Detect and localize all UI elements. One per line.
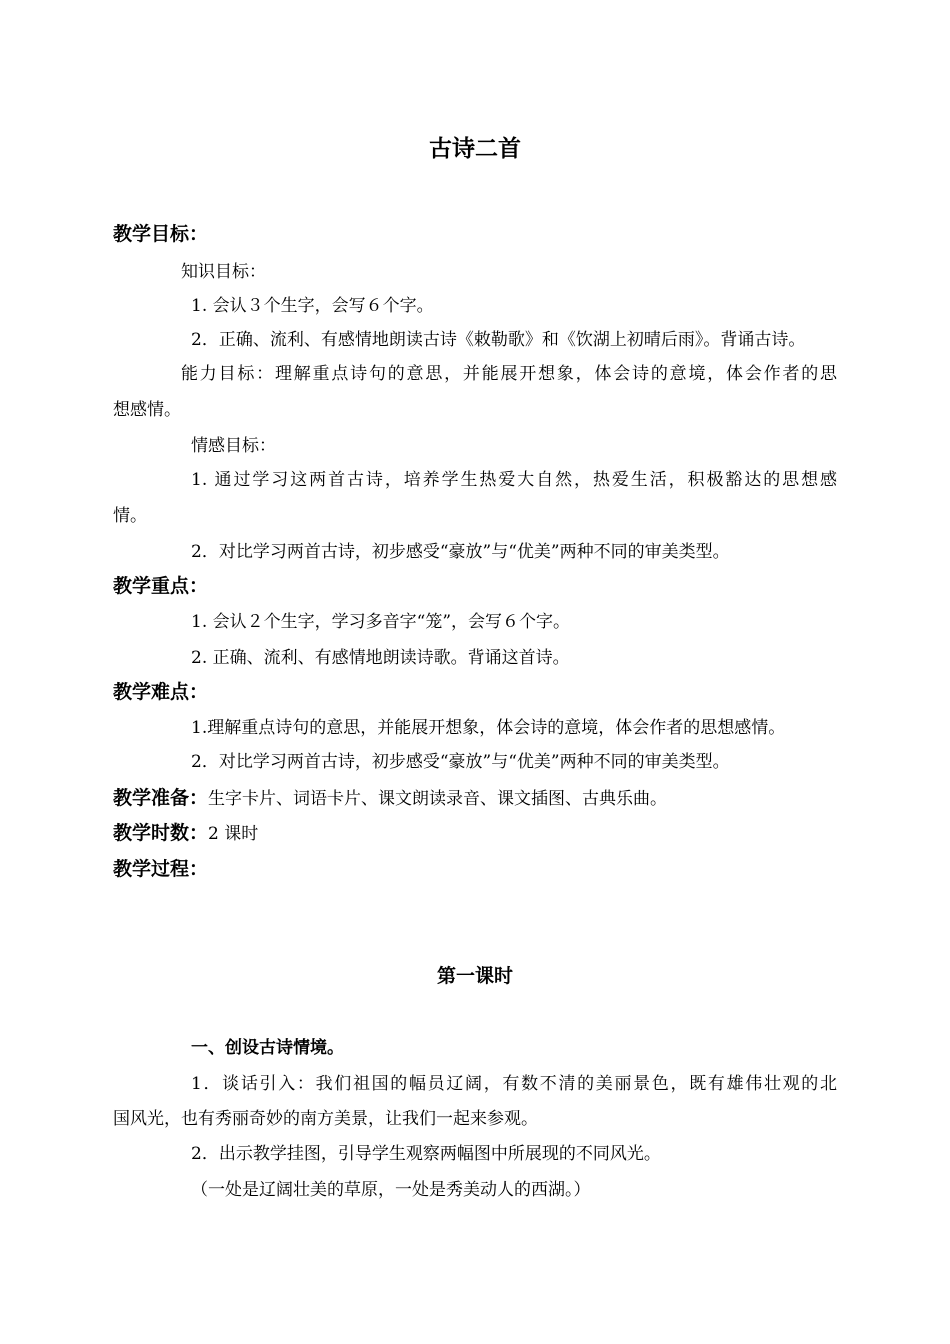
- lesson-1-item-1-line-2: 国风光，也有秀丽奇妙的南方美景，让我们一起来参观。: [113, 1109, 538, 1129]
- ability-objective-line-1: 能力目标：理解重点诗句的意思，并能展开想象，体会诗的意境，体会作者的思: [181, 364, 837, 384]
- difficulty-item-1: 1.理解重点诗句的意思，并能展开想象，体会诗的意境，体会作者的思想感情。: [191, 718, 786, 738]
- lesson-1-item-1-line-1: 1．谈话引入：我们祖国的幅员辽阔，有数不清的美丽景色，既有雄伟壮观的北: [191, 1074, 837, 1094]
- process-heading: 教学过程：: [113, 858, 209, 880]
- knowledge-objectives-label: 知识目标：: [181, 262, 266, 282]
- lesson-1-title: 第一课时: [436, 965, 513, 987]
- page-title: 古诗二首: [429, 136, 521, 162]
- emotion-item-2: 2．对比学习两首古诗，初步感受“豪放”与“优美”两种不同的审美类型。: [191, 542, 730, 562]
- emotion-objectives-label: 情感目标：: [191, 436, 276, 456]
- lesson-1-item-2: 2．出示教学挂图，引导学生观察两幅图中所展现的不同风光。: [191, 1144, 661, 1164]
- hours-row: [113, 821, 258, 846]
- knowledge-item-2: 2．正确、流利、有感情地朗读古诗《敕勒歌》和《饮湖上初晴后雨》。背诵古诗。: [191, 330, 806, 350]
- ability-objective-line-2: 想感情。: [113, 400, 181, 420]
- key-point-item-1: 1. 会认２个生字，学习多音字“笼”，会写６个字。: [191, 612, 571, 632]
- preparation-text: 生字卡片、词语卡片、课文朗读录音、课文插图、古典乐曲。: [208, 789, 668, 809]
- emotion-item-1-line-2: 情。: [113, 506, 147, 526]
- objectives-heading: 教学目标：: [113, 223, 209, 245]
- key-points-heading: 教学重点：: [113, 575, 209, 597]
- preparation-row: [113, 786, 667, 811]
- preparation-heading: 教学准备：: [113, 787, 209, 809]
- emotion-item-1-line-1: 1. 通过学习这两首古诗，培养学生热爱大自然，热爱生活，积极豁达的思想感: [191, 470, 837, 490]
- lesson-1-note: （一处是辽阔壮美的草原，一处是秀美动人的西湖。）: [191, 1180, 591, 1200]
- knowledge-item-1: 1. 会认３个生字，会写６个字。: [191, 296, 434, 316]
- difficulties-heading: 教学难点：: [113, 681, 209, 703]
- key-point-item-2: 2. 正确、流利、有感情地朗读诗歌。背诵这首诗。: [191, 648, 570, 668]
- hours-heading: 教学时数：: [113, 822, 209, 844]
- hours-text: 2 课时: [208, 824, 259, 844]
- difficulty-item-2: 2．对比学习两首古诗，初步感受“豪放”与“优美”两种不同的审美类型。: [191, 752, 730, 772]
- section-1-heading: 一、创设古诗情境。: [191, 1038, 344, 1058]
